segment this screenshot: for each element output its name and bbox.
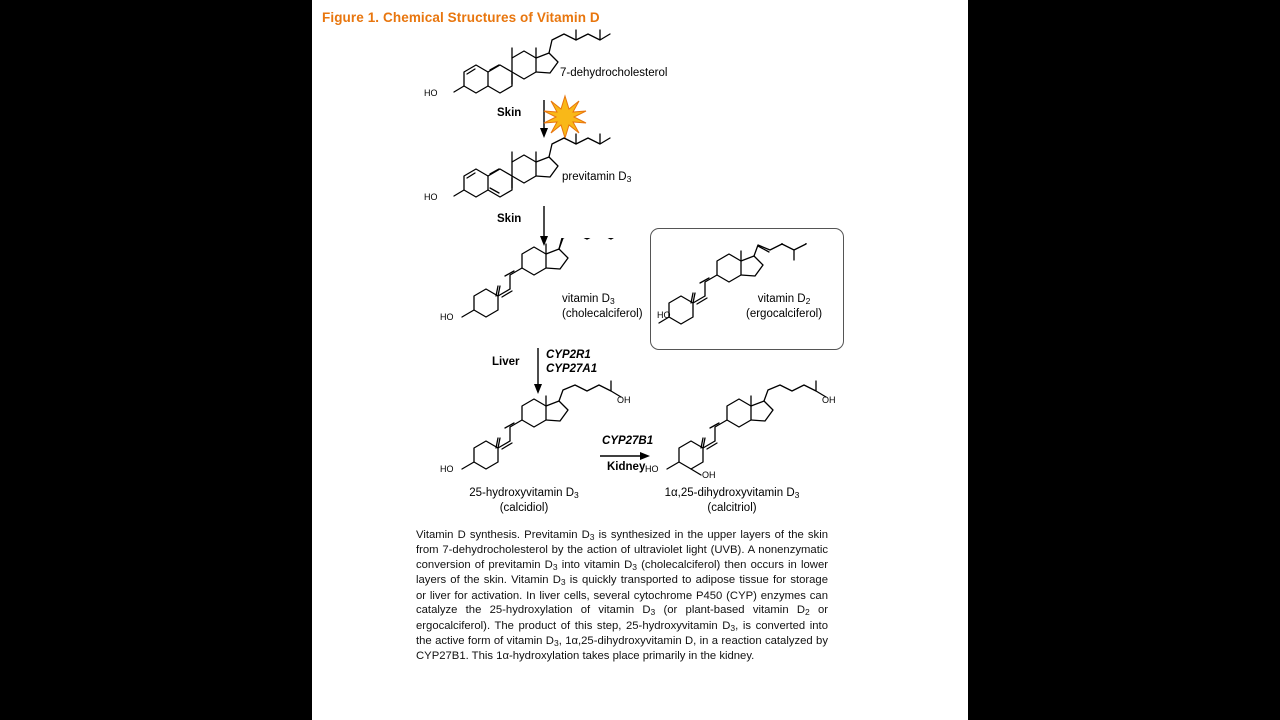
arrow-label-skin-uvb: Skin — [497, 107, 522, 119]
label-ho-vitamin-d2: HO — [657, 310, 671, 320]
enzyme-label-cyp27a1: CYP27A1 — [546, 363, 598, 375]
label-ho-25ohd3: HO — [440, 464, 454, 474]
arrow-label-skin-thermal: Skin — [497, 213, 522, 225]
label-1a25-dihydroxyvitamin-d3: 1α,25-dihydroxyvitamin $D_3$ (calcitriol) — [664, 487, 800, 514]
pathway-diagram — [312, 28, 968, 528]
label-oh-calcitriol-1a: OH — [702, 470, 716, 480]
label-oh-25ohd3: OH — [617, 395, 631, 405]
label-ho-calcitriol: HO — [645, 464, 659, 474]
structure-vitamin-d3 — [442, 238, 682, 338]
label-oh-calcitriol-25: OH — [822, 395, 836, 405]
structure-1a25-dihydroxyvitamin-d3 — [647, 378, 887, 488]
figure-caption — [416, 528, 828, 664]
label-25-hydroxyvitamin-d3: 25-hydroxyvitamin $D_3$ (calcidiol) — [469, 487, 579, 514]
label-7-dehydrocholesterol: 7-dehydrocholesterol — [560, 67, 668, 79]
figure-page — [312, 0, 968, 720]
label-previtamin-d3: previtamin $D_3$ — [562, 171, 632, 184]
page-title: Figure 1. Chemical Structures of Vitamin D — [322, 10, 600, 25]
label-ho-vitamin-d3: HO — [440, 312, 454, 322]
caption-text: Vitamin D synthesis. Previtamin $D_3$ is synthesized in the upper layers of the skin from 7-dehydrocholesterol by the action of ultraviolet light (UVB). A nonenzymatic conversion of previtamin $D_3$ into vitamin $D_3$ (cholecalciferol) then occurs in lower layers of the skin. Vitamin $D_3$ is quickly transported to adipose tissue for storage or liver for activation. In liver cells, several cytochrome P450 (CYP) enzymes can catalyze the 25-hydroxylation of vitamin $D_3$ (or plant-based vitamin $D_2$ or ergocalciferol). The product of this step, 25-hydroxyvitamin $D_3$, is converted into the active form of vitamin $D_3$, 1α,25-dihydroxyvitamin D, in a reaction catalyzed by CYP27B1. This 1α-hydroxylation takes place primarily in the kidney. — [416, 529, 828, 663]
label-ho-7dhc: HO — [424, 88, 438, 98]
label-ho-previtamin-d3: HO — [424, 192, 438, 202]
enzyme-label-cyp27b1: CYP27B1 — [602, 435, 654, 447]
label-vitamin-d2: vitamin $D_2$ (ergocalciferol) — [746, 293, 823, 320]
enzyme-label-cyp2r1: CYP2R1 — [546, 349, 591, 361]
label-vitamin-d3: vitamin $D_3$ (cholecalciferol) — [562, 293, 643, 320]
arrow-label-liver: Liver — [492, 356, 520, 368]
arrow-label-kidney: Kidney — [607, 461, 646, 473]
